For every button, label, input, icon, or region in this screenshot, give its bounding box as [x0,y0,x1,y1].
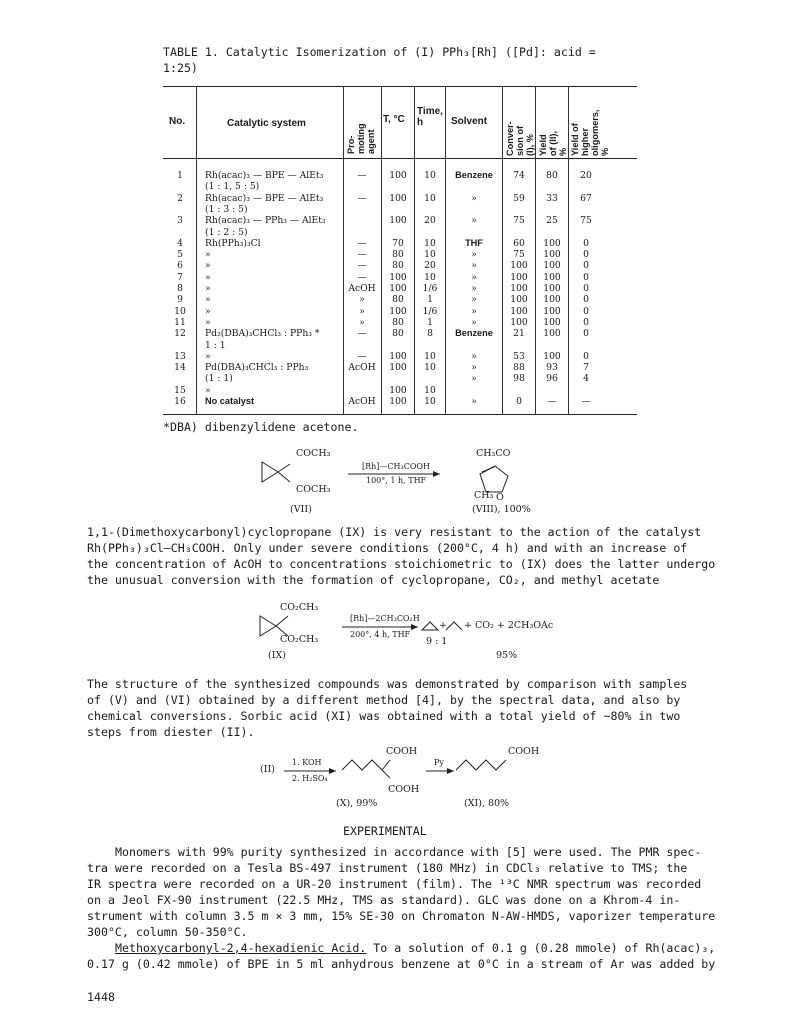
table-cell-higher: — [581,396,591,407]
compound-label: (IX) [268,650,286,661]
table-row [163,385,637,397]
table-cell-solvent: » [471,305,477,317]
table-row [163,373,637,385]
yield-label: 95% [496,650,518,661]
table-cell-yield: 25 [546,215,558,227]
table-cell-higher: 7 [583,362,589,374]
table-bottom-rule [163,414,637,415]
table-cell-solvent: » [471,373,477,385]
header-catalytic-system: Catalytic system [227,118,306,129]
table-caption-line: 1:25) [163,61,198,75]
header-conversion: Conver- sion of (I), % [505,121,535,156]
table-cell-higher: 0 [583,237,589,249]
table-cell-solvent: » [471,283,477,294]
table-cell-t: 100 [389,271,407,283]
plus-sign: + [439,620,447,631]
table-cell-solvent: » [471,294,477,306]
table-cell-agent: — [357,328,367,340]
header-higher-oligomers: Yield of higher oligomers, % [570,109,610,156]
table-cell-conv: 100 [510,260,528,272]
table-cell-yield: 33 [546,192,558,204]
table-cell-h: 10 [424,350,436,362]
table-cell-system: » [205,283,211,294]
bond [382,770,390,778]
arrowhead [447,768,454,774]
table-row [163,351,637,363]
double-bond [482,467,494,472]
table-row [163,283,637,295]
paragraph [87,524,717,588]
table-cell-conv: 75 [513,249,525,261]
table-row [163,227,637,239]
text-span: To a solution of 0.1 g (0.28 mmole) of Rh(acac)₃, [366,941,716,955]
table-cell-solvent: » [471,260,477,272]
reaction-scheme-3 [258,744,558,810]
carboxyl-group: COOH [386,746,418,757]
table-cell-conv: 100 [510,271,528,283]
procedure-title: Methoxycarbonyl-2,4-hexadienic Acid. [115,941,367,955]
text-line: of (V) and (VI) obtained by a different method [4], by the spectral data, and also by [87,693,681,707]
table-top-rule [163,86,637,87]
text-line: Monomers with 99% purity synthesized in accordance with [5] were used. The PMR spec- [115,845,702,859]
conditions-label: 200°, 4 h, THF [350,630,411,639]
table-cell-t: 100 [389,192,407,204]
table-cell-no: 1 [177,170,183,181]
table-cell-yield: 100 [543,316,561,328]
table-cell-yield: 96 [546,373,558,385]
text-line: 300°C, column 50-350°C. [87,925,248,939]
table-row [163,396,637,408]
chain [342,760,382,770]
table-row [163,317,637,329]
compound-label: (VIII), 100% [472,504,531,515]
table-cell-higher: 0 [583,305,589,317]
table-cell-higher: 0 [583,271,589,283]
bond [276,616,288,626]
text-line: IR spectra were recorded on a UR-20 instrument (film). The ¹³C NMR spectrum was recorded [87,877,702,891]
table-cell-agent: — [357,170,367,181]
arrowhead [433,471,440,477]
table-row [163,170,637,182]
bond [278,464,290,472]
table-cell-conv: 53 [513,350,525,362]
table-cell-conv: 21 [513,328,525,340]
table-cell-higher: 20 [580,170,592,181]
table-cell-system: Rh(acac)₃ — PPh₃ — AlEt₃ [205,215,326,227]
table-cell-t: 70 [392,237,404,249]
table-cell-system: (1 : 3 : 5) [205,203,248,215]
table-cell-conv: 59 [513,192,525,204]
table-cell-system: » [205,316,211,328]
table-cell-yield: 100 [543,249,561,261]
table-header-rule [163,158,637,159]
table-cell-h: 10 [424,396,436,407]
table-cell-h: 10 [424,170,436,181]
table-cell-higher: 75 [580,215,592,227]
table-footnote: *DBA) dibenzylidene acetone. [163,420,359,434]
table-cell-higher: 0 [583,294,589,306]
text-line [87,940,717,956]
table-cell-t: 100 [389,215,407,227]
table-cell-system: 1 : 1 [205,339,226,351]
table-cell-system: » [205,260,211,272]
table-row [163,294,637,306]
table-cell-system: Pd(DBA)₃CHCl₃ : PPh₃ [205,362,309,374]
paragraph [87,940,717,972]
table-cell-agent: » [359,305,365,317]
table-cell-system: » [205,384,211,396]
table-cell-conv: 98 [513,373,525,385]
table-cell-yield: 100 [543,328,561,340]
table-cell-system: » [205,249,211,261]
text-line: the unusual conversion with the formation of cyclopropane, CO₂, and methyl acetate [87,573,660,587]
table-row [163,204,637,216]
table-cell-t: 100 [389,170,407,181]
table-cell-no: 15 [174,384,186,396]
table-cell-system: Rh(PPh₃)₃Cl [205,237,261,249]
table-cell-higher: 0 [583,283,589,294]
table-cell-agent: AcOH [348,362,376,374]
reagent-label: [Rh]—CH₃COOH [362,462,430,471]
table-cell-higher: 67 [580,192,592,204]
table-cell-conv: 0 [516,396,522,407]
table-cell-t: 100 [389,305,407,317]
table-row [163,260,637,272]
cyclopropane-ring [262,462,278,482]
table-cell-t: 80 [392,316,404,328]
table-cell-higher: 0 [583,249,589,261]
propene-product [446,622,462,630]
header-no: No. [169,116,186,127]
product-substituent: CH₃CO [476,448,511,459]
table-cell-solvent: » [471,316,477,328]
table-cell-solvent: » [471,362,477,374]
table-cell-no: 5 [177,249,183,261]
table-cell-system: (1 : 1, 5 : 5) [205,181,260,193]
paragraph [87,676,717,740]
table-cell-agent: » [359,316,365,328]
table-cell-system: Rh(acac)₃ — BPE — AlEt₃ [205,192,324,204]
table-cell-h: 1/6 [422,305,438,317]
table-row [163,249,637,261]
table-cell-conv: 88 [513,362,525,374]
reagent-label: 2. H₂SO₄ [292,774,328,783]
table-cell-yield: 93 [546,362,558,374]
table-cell-h: 8 [427,328,433,340]
reagent-label: Py [434,758,444,767]
section-heading: EXPERIMENTAL [343,824,427,838]
table-cell-agent: — [357,350,367,362]
text-line: Rh(PPh₃)₃Cl–CH₃COOH. Only under severe conditions (200°C, 4 h) and with an increase of [87,541,688,555]
table-cell-h: 10 [424,384,436,396]
table-cell-no: 3 [177,215,183,227]
reaction-scheme-2 [250,600,580,666]
page-number: 1448 [87,990,115,1004]
table-cell-agent: — [357,237,367,249]
table-cell-yield: 100 [543,350,561,362]
table-cell-agent: — [357,260,367,272]
table-cell-conv: 100 [510,305,528,317]
table-cell-no: 14 [174,362,186,374]
table-row [163,340,637,352]
substituent: CO₂CH₃ [280,602,319,613]
table-cell-solvent: » [471,271,477,283]
header-solvent: Solvent [451,116,488,127]
text-line: steps from diester (II). [87,725,255,739]
carboxyl-group: COOH [508,746,540,757]
bond [382,760,390,770]
table-cell-no: 6 [177,260,183,272]
table-cell-agent: AcOH [348,396,376,407]
header-promoting-agent: Pro- moting agent [346,123,376,154]
table-cell-t: 80 [392,328,404,340]
table-row [163,238,637,250]
cyclopropane-ring [260,616,276,636]
text-line: tra were recorded on a Tesla BS-497 instrument (180 MHz) in CDCl₃ relative to TMS; the [87,861,688,875]
table-cell-solvent: » [471,350,477,362]
table-cell-yield: 100 [543,283,561,294]
table-row [163,306,637,318]
table-cell-solvent: THF [465,237,483,248]
text-line: The structure of the synthesized compounds was demonstrated by comparison with samples [87,677,688,691]
table-cell-conv: 60 [513,237,525,249]
table-cell-yield: 100 [543,294,561,306]
product-methyl: CH₃ [474,490,494,501]
table-cell-solvent: Benzene [455,328,493,339]
reagent-label: 1. KOH [292,758,322,767]
table-cell-no: 10 [174,305,186,317]
cyclopropane-product [422,622,438,630]
arrowhead [329,768,336,774]
substituent: CO₂CH₃ [280,634,319,645]
table-cell-yield: 80 [546,170,558,181]
table-cell-h: 1/6 [422,283,438,294]
paragraph [87,844,717,940]
table-row [163,193,637,205]
chain [456,760,506,770]
table-cell-conv: 100 [510,294,528,306]
compound-label: (II) [260,764,275,775]
table-cell-t: 100 [389,384,407,396]
table-cell-no: 11 [174,316,186,328]
table-cell-h: 20 [424,215,436,227]
table-row [163,215,637,227]
table-cell-solvent: » [471,192,477,204]
bond [278,472,290,482]
table-cell-higher: 0 [583,350,589,362]
table-cell-h: 1 [427,294,433,306]
table-cell-t: 100 [389,283,407,294]
table-row [163,328,637,340]
text-line: the concentration of AcOH to concentrations stoichiometric to (IX) does the latter undergo [87,557,716,571]
table-cell-conv: 100 [510,283,528,294]
reagent-label: [Rh]—2CH₃CO₂H [350,614,420,623]
table-caption-line: TABLE 1. Catalytic Isomerization of (I) PPh₃[Rh] ([Pd]: acid = [163,45,596,59]
table-cell-solvent: » [471,396,477,407]
table-cell-system: » [205,350,211,362]
table-cell-yield: 100 [543,271,561,283]
table-cell-conv: 75 [513,215,525,227]
furan-ring [480,466,508,492]
table-row [163,181,637,193]
compound-label: (VII) [290,504,312,515]
table-cell-no: 8 [177,283,183,294]
table-row [163,272,637,284]
reaction-scheme-1 [250,444,550,520]
table-cell-h: 10 [424,271,436,283]
table-cell-yield: 100 [543,237,561,249]
conditions-label: 100°, 1 h, THF [366,476,427,485]
table-cell-h: 10 [424,237,436,249]
table-cell-h: 1 [427,316,433,328]
text-line: strument with column 3.5 m × 3 mm, 15% SE-30 on Chromaton N-AW-HMDS, vaporizer temperature [87,909,716,923]
table-cell-system: Pd₂(DBA)₃CHCl₃ : PPh₃ * [205,328,320,340]
table-cell-yield: — [547,396,557,407]
table-cell-t: 80 [392,249,404,261]
text-line: 0.17 g (0.42 mmole) of BPE in 5 ml anhydrous benzene at 0°C in a stream of Ar was added by [87,957,716,971]
product-oxygen: O [496,492,504,503]
table-cell-higher: 0 [583,328,589,340]
substituent: COCH₃ [296,448,331,459]
table-cell-higher: 0 [583,316,589,328]
table-caption [163,44,653,76]
product-ratio: 9 : 1 [426,636,448,647]
table-cell-t: 100 [389,350,407,362]
table-cell-yield: 100 [543,305,561,317]
text-line: 1,1-(Dimethoxycarbonyl)cyclopropane (IX) is very resistant to the action of the catalyst [87,525,702,539]
header-temperature: T, °C [383,114,405,125]
table-cell-system: (1 : 1) [205,373,233,385]
table-cell-no: 13 [174,350,186,362]
table-cell-no: 12 [174,328,186,340]
substituent: COCH₃ [296,484,331,495]
table-cell-h: 10 [424,192,436,204]
yield-label: (XI), 80% [464,798,510,809]
yield-label: (X), 99% [336,798,378,809]
table-cell-system: Rh(acac)₃ — BPE — AlEt₃ [205,170,324,181]
text-line: on a Jeol FX-90 instrument (22.5 MHz, TMS as standard). GLC was done on a Khrom-4 in- [87,893,681,907]
table-cell-higher: 0 [583,260,589,272]
table-cell-t: 100 [389,396,407,407]
table-cell-t: 100 [389,362,407,374]
table-cell-no: 7 [177,271,183,283]
coproducts: + CO₂ + 2CH₃OAc [464,620,554,631]
table-cell-system: » [205,305,211,317]
table-cell-no: 9 [177,294,183,306]
table-cell-agent: — [357,271,367,283]
table-cell-agent: — [357,249,367,261]
table-cell-no: 2 [177,192,183,204]
table-cell-agent: — [357,192,367,204]
table-cell-t: 80 [392,260,404,272]
table-cell-system: » [205,294,211,306]
table-cell-no: 16 [174,396,186,407]
table-cell-conv: 74 [513,170,525,181]
table-cell-system: No catalyst [205,396,255,406]
table-cell-h: 20 [424,260,436,272]
header-time: Time, h [417,106,443,128]
header-yield: Yield of (II), % [538,130,568,156]
table-cell-h: 10 [424,249,436,261]
table-row [163,362,637,374]
table-cell-t: 80 [392,294,404,306]
table-cell-conv: 100 [510,316,528,328]
table-cell-agent: AcOH [348,283,376,294]
table-cell-agent: » [359,294,365,306]
table-cell-solvent: » [471,215,477,227]
table-cell-no: 4 [177,237,183,249]
table-cell-higher: 4 [583,373,589,385]
arrowhead [411,624,418,630]
table-cell-system: (1 : 2 : 5) [205,226,248,238]
table-cell-solvent: » [471,249,477,261]
table-cell-h: 10 [424,362,436,374]
text-line: chemical conversions. Sorbic acid (XI) was obtained with a total yield of ~80% in two [87,709,681,723]
table-cell-solvent: Benzene [455,170,493,180]
data-table [163,86,637,416]
table-cell-system: » [205,271,211,283]
table-cell-yield: 100 [543,260,561,272]
carboxyl-group: COOH [388,784,420,795]
